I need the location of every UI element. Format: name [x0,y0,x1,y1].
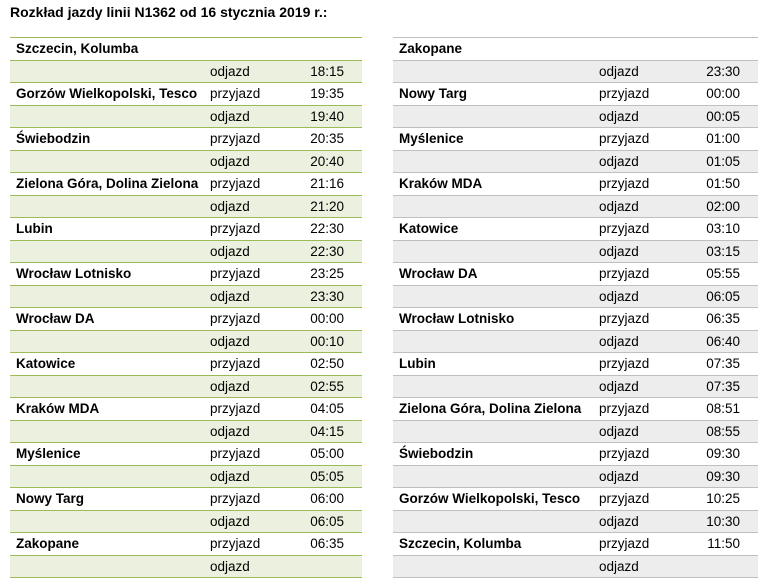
table-row [393,353,758,376]
event-type: przyjazd [599,401,650,417]
stop-name: Kraków MDA [16,401,100,417]
event-time: 06:35 [706,311,740,327]
table-row [10,285,362,308]
table-row [10,218,362,241]
timetable-return [393,37,758,578]
stop-name [10,60,210,83]
event-type: odjazd [599,555,689,578]
stop-name [10,330,210,353]
event-time: 03:10 [706,221,740,237]
event-type: odjazd [599,195,689,218]
table-row [393,173,758,196]
stop-name: Nowy Targ [16,491,85,507]
table-row [10,60,362,83]
event-type: odjazd [210,105,296,128]
event-type: przyjazd [599,356,650,372]
stop-name: Katowice [16,356,76,372]
event-time: 19:35 [310,86,344,102]
event-time: 04:15 [296,420,362,443]
table-row [10,308,362,331]
event-time: 10:30 [689,510,758,533]
event-time: 05:05 [296,465,362,488]
event-type: odjazd [210,510,296,533]
table-row [393,263,758,286]
event-time: 08:51 [706,401,740,417]
event-type: przyjazd [210,401,261,417]
event-time: 05:00 [310,446,344,462]
event-time [689,555,758,578]
event-time: 10:25 [706,491,740,507]
event-type: przyjazd [210,446,261,462]
event-time: 21:20 [296,195,362,218]
event-type: odjazd [210,150,296,173]
stop-name: Myślenice [16,446,81,462]
table-row [393,555,758,578]
table-row [393,195,758,218]
table-row [10,38,362,61]
event-type: odjazd [210,555,296,578]
event-type: przyjazd [210,311,261,327]
event-type [599,38,689,61]
event-type: odjazd [599,465,689,488]
event-time: 07:35 [706,356,740,372]
event-time: 06:05 [689,285,758,308]
table-row [10,173,362,196]
stop-name: Zakopane [16,536,80,552]
event-type [210,38,296,61]
event-type: odjazd [210,60,296,83]
stop-name: Wrocław Lotnisko [16,266,132,282]
stop-name: Świebodzin [16,131,91,147]
table-row [393,308,758,331]
event-type: przyjazd [599,311,650,327]
event-time: 06:00 [310,491,344,507]
table-row [393,465,758,488]
table-row [393,488,758,511]
event-type: odjazd [210,420,296,443]
event-type: odjazd [210,375,296,398]
event-time: 20:40 [296,150,362,173]
table-row [10,353,362,376]
stop-name: Zielona Góra, Dolina Zielona [16,176,199,192]
table-row [10,150,362,173]
stop-name: Zakopane [399,41,463,57]
event-time: 01:05 [689,150,758,173]
stop-name [393,105,599,128]
event-time: 09:30 [706,446,740,462]
stop-name: Kraków MDA [399,176,483,192]
event-type: odjazd [599,60,689,83]
table-row [393,60,758,83]
event-type: przyjazd [599,491,650,507]
event-time: 18:15 [296,60,362,83]
event-type: odjazd [599,375,689,398]
event-time [296,38,362,61]
table-row [393,420,758,443]
table-row [393,150,758,173]
stop-name [10,240,210,263]
event-type: odjazd [210,240,296,263]
table-row [10,398,362,421]
table-row [10,240,362,263]
event-time: 09:30 [689,465,758,488]
event-time: 01:50 [706,176,740,192]
event-type: przyjazd [599,536,650,552]
event-time: 20:35 [310,131,344,147]
event-time: 02:50 [310,356,344,372]
event-type: przyjazd [599,131,650,147]
event-type: przyjazd [210,176,261,192]
table-row [393,510,758,533]
event-time: 23:30 [689,60,758,83]
stop-name: Szczecin, Kolumba [399,536,522,552]
stop-name: Wrocław Lotnisko [399,311,515,327]
table-row [393,83,758,106]
stop-name [10,555,210,578]
table-row [10,83,362,106]
table-row [10,375,362,398]
stop-name [393,240,599,263]
stop-name: Świebodzin [399,446,474,462]
event-time: 06:40 [689,330,758,353]
stop-name [393,420,599,443]
event-type: odjazd [210,465,296,488]
timetable-outbound [10,37,362,578]
table-row [10,510,362,533]
event-type: przyjazd [599,221,650,237]
stop-name [393,555,599,578]
event-type: przyjazd [599,86,650,102]
table-row [10,263,362,286]
stop-name [10,195,210,218]
event-type: odjazd [599,105,689,128]
event-time: 22:30 [296,240,362,263]
event-type: przyjazd [599,176,650,192]
stop-name: Nowy Targ [399,86,468,102]
event-type: odjazd [210,195,296,218]
event-time: 02:55 [296,375,362,398]
event-type: odjazd [599,510,689,533]
table-row [10,330,362,353]
table-row [393,38,758,61]
event-time: 11:50 [707,536,740,552]
event-type: przyjazd [210,356,261,372]
stop-name [393,285,599,308]
event-type: odjazd [599,330,689,353]
table-row [10,195,362,218]
stop-name [10,510,210,533]
event-time [689,38,758,61]
event-time: 03:15 [689,240,758,263]
table-row [393,443,758,466]
stop-name [10,285,210,308]
event-type: odjazd [599,150,689,173]
event-time: 23:25 [310,266,344,282]
event-type: przyjazd [210,131,261,147]
event-type: odjazd [210,330,296,353]
table-row [10,128,362,151]
event-time: 02:00 [689,195,758,218]
table-row [393,218,758,241]
event-time: 00:05 [689,105,758,128]
stop-name: Gorzów Wielkopolski, Tesco [399,491,581,507]
table-row [393,105,758,128]
page-title: Rozkład jazdy linii N1362 od 16 stycznia 2019 r.: [10,4,328,20]
stop-name: Wrocław DA [399,266,478,282]
table-row [10,443,362,466]
stop-name [10,420,210,443]
table-row [10,465,362,488]
stop-name: Zielona Góra, Dolina Zielona [399,401,582,417]
stop-name: Lubin [399,356,436,372]
table-row [10,420,362,443]
table-row [393,375,758,398]
event-time: 00:00 [706,86,740,102]
table-row [393,285,758,308]
stop-name [393,330,599,353]
event-type: przyjazd [210,491,261,507]
event-time: 06:05 [296,510,362,533]
event-time: 06:35 [310,536,344,552]
event-type: odjazd [599,240,689,263]
table-row [393,240,758,263]
stop-name: Wrocław DA [16,311,95,327]
stop-name [10,465,210,488]
event-time: 22:30 [310,221,344,237]
table-row [393,398,758,421]
event-time: 00:10 [296,330,362,353]
stop-name: Gorzów Wielkopolski, Tesco [16,86,198,102]
event-time: 04:05 [310,401,344,417]
stop-name: Szczecin, Kolumba [16,41,139,57]
stop-name [393,195,599,218]
stop-name [393,510,599,533]
event-type: przyjazd [210,86,261,102]
event-type: przyjazd [599,446,650,462]
event-time: 05:55 [706,266,740,282]
stop-name [10,105,210,128]
stop-name [10,150,210,173]
event-time: 19:40 [296,105,362,128]
event-time: 21:16 [310,176,344,192]
table-row [10,555,362,578]
event-type: odjazd [210,285,296,308]
table-row [10,105,362,128]
event-time: 07:35 [689,375,758,398]
event-type: odjazd [599,420,689,443]
table-row [393,128,758,151]
table-row [393,330,758,353]
stop-name [393,150,599,173]
stop-name: Katowice [399,221,459,237]
event-time [296,555,362,578]
event-time: 01:00 [706,131,740,147]
stop-name [10,375,210,398]
stop-name [393,465,599,488]
event-type: odjazd [599,285,689,308]
event-type: przyjazd [210,266,261,282]
stop-name [393,60,599,83]
event-time: 00:00 [310,311,344,327]
event-type: przyjazd [210,536,261,552]
event-time: 08:55 [689,420,758,443]
stop-name: Lubin [16,221,53,237]
table-row [10,533,362,556]
event-time: 23:30 [296,285,362,308]
table-row [10,488,362,511]
table-row [393,533,758,556]
stop-name: Myślenice [399,131,464,147]
event-type: przyjazd [210,221,261,237]
event-type: przyjazd [599,266,650,282]
stop-name [393,375,599,398]
